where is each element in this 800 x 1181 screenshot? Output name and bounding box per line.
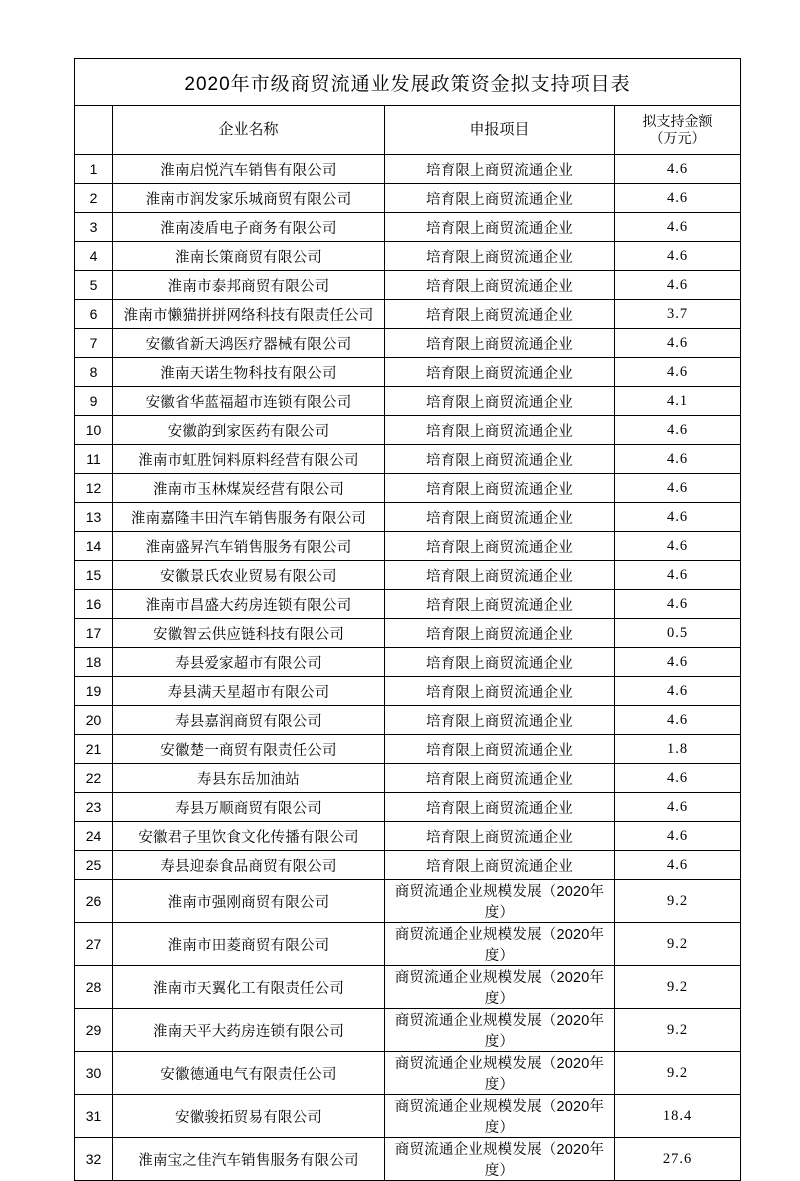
row-index: 14 (75, 532, 113, 561)
table-row (75, 923, 741, 966)
row-amount: 4.6 (615, 445, 741, 474)
row-amount: 27.6 (615, 1138, 741, 1181)
row-amount: 3.7 (615, 300, 741, 329)
row-amount: 4.6 (615, 706, 741, 735)
row-company-name: 淮南宝之佳汽车销售服务有限公司 (113, 1138, 385, 1181)
row-project: 培育限上商贸流通企业 (385, 242, 615, 271)
row-project: 培育限上商贸流通企业 (385, 184, 615, 213)
row-index: 22 (75, 764, 113, 793)
table-row (75, 474, 741, 503)
row-project: 培育限上商贸流通企业 (385, 677, 615, 706)
row-amount: 4.6 (615, 155, 741, 184)
row-project: 培育限上商贸流通企业 (385, 155, 615, 184)
row-project: 商贸流通企业规模发展（2020年度） (385, 1138, 615, 1181)
row-amount: 9.2 (615, 1009, 741, 1052)
column-header-row (75, 106, 741, 155)
table-body (75, 155, 741, 1181)
table-row (75, 966, 741, 1009)
table-row (75, 213, 741, 242)
row-company-name: 安徽智云供应链科技有限公司 (113, 619, 385, 648)
column-header-project: 申报项目 (385, 106, 615, 155)
row-project: 培育限上商贸流通企业 (385, 532, 615, 561)
row-company-name: 淮南长策商贸有限公司 (113, 242, 385, 271)
row-company-name: 寿县迎泰食品商贸有限公司 (113, 851, 385, 880)
row-amount: 4.6 (615, 764, 741, 793)
table-row (75, 851, 741, 880)
row-company-name: 安徽韵到家医药有限公司 (113, 416, 385, 445)
row-project: 培育限上商贸流通企业 (385, 416, 615, 445)
row-index: 18 (75, 648, 113, 677)
row-project: 培育限上商贸流通企业 (385, 474, 615, 503)
row-project: 培育限上商贸流通企业 (385, 706, 615, 735)
row-amount: 4.6 (615, 213, 741, 242)
row-index: 25 (75, 851, 113, 880)
row-amount: 4.6 (615, 329, 741, 358)
row-project: 培育限上商贸流通企业 (385, 648, 615, 677)
row-project: 商贸流通企业规模发展（2020年度） (385, 1052, 615, 1095)
table-row (75, 648, 741, 677)
row-company-name: 淮南天诺生物科技有限公司 (113, 358, 385, 387)
column-header-index (75, 106, 113, 155)
table-row (75, 561, 741, 590)
row-index: 10 (75, 416, 113, 445)
row-project: 培育限上商贸流通企业 (385, 329, 615, 358)
row-company-name: 淮南市虹胜饲料原料经营有限公司 (113, 445, 385, 474)
table-row (75, 155, 741, 184)
row-company-name: 淮南市强刚商贸有限公司 (113, 880, 385, 923)
row-amount: 4.6 (615, 793, 741, 822)
row-project: 培育限上商贸流通企业 (385, 561, 615, 590)
row-amount: 4.6 (615, 851, 741, 880)
row-project: 培育限上商贸流通企业 (385, 387, 615, 416)
row-company-name: 淮南市润发家乐城商贸有限公司 (113, 184, 385, 213)
row-index: 8 (75, 358, 113, 387)
table-row (75, 271, 741, 300)
row-amount: 4.6 (615, 358, 741, 387)
row-company-name: 寿县万顺商贸有限公司 (113, 793, 385, 822)
title-row (75, 59, 741, 106)
row-index: 15 (75, 561, 113, 590)
row-amount: 9.2 (615, 966, 741, 1009)
row-index: 5 (75, 271, 113, 300)
table-row (75, 329, 741, 358)
row-company-name: 淮南凌盾电子商务有限公司 (113, 213, 385, 242)
row-index: 12 (75, 474, 113, 503)
row-project: 培育限上商贸流通企业 (385, 503, 615, 532)
row-amount: 9.2 (615, 880, 741, 923)
row-project: 培育限上商贸流通企业 (385, 445, 615, 474)
row-company-name: 安徽楚一商贸有限责任公司 (113, 735, 385, 764)
row-company-name: 淮南天平大药房连锁有限公司 (113, 1009, 385, 1052)
table-row (75, 822, 741, 851)
row-amount: 4.6 (615, 416, 741, 445)
table-row (75, 503, 741, 532)
table-row (75, 358, 741, 387)
row-company-name: 淮南市泰邦商贸有限公司 (113, 271, 385, 300)
row-project: 培育限上商贸流通企业 (385, 822, 615, 851)
column-header-amount (615, 106, 741, 155)
row-project: 商贸流通企业规模发展（2020年度） (385, 1009, 615, 1052)
column-header-amount-line2: （万元） (649, 130, 706, 146)
table-row (75, 677, 741, 706)
row-index: 7 (75, 329, 113, 358)
row-index: 9 (75, 387, 113, 416)
row-index: 16 (75, 590, 113, 619)
row-amount: 4.6 (615, 503, 741, 532)
row-index: 32 (75, 1138, 113, 1181)
row-project: 培育限上商贸流通企业 (385, 300, 615, 329)
row-index: 29 (75, 1009, 113, 1052)
row-index: 4 (75, 242, 113, 271)
row-project: 培育限上商贸流通企业 (385, 619, 615, 648)
table-row (75, 445, 741, 474)
page-title: 2020年市级商贸流通业发展政策资金拟支持项目表 (75, 59, 741, 106)
project-support-table (74, 58, 741, 1181)
row-company-name: 淮南市昌盛大药房连锁有限公司 (113, 590, 385, 619)
row-index: 28 (75, 966, 113, 1009)
row-project: 培育限上商贸流通企业 (385, 358, 615, 387)
row-amount: 9.2 (615, 1052, 741, 1095)
row-index: 1 (75, 155, 113, 184)
row-project: 培育限上商贸流通企业 (385, 735, 615, 764)
row-index: 23 (75, 793, 113, 822)
row-company-name: 安徽省华蓝福超市连锁有限公司 (113, 387, 385, 416)
table-row (75, 880, 741, 923)
column-header-company: 企业名称 (113, 106, 385, 155)
row-company-name: 淮南启悦汽车销售有限公司 (113, 155, 385, 184)
row-project: 商贸流通企业规模发展（2020年度） (385, 923, 615, 966)
row-company-name: 寿县满天星超市有限公司 (113, 677, 385, 706)
row-project: 培育限上商贸流通企业 (385, 851, 615, 880)
row-amount: 4.6 (615, 474, 741, 503)
table-row (75, 590, 741, 619)
row-project: 培育限上商贸流通企业 (385, 590, 615, 619)
row-amount: 4.6 (615, 532, 741, 561)
row-index: 20 (75, 706, 113, 735)
row-amount: 18.4 (615, 1095, 741, 1138)
row-company-name: 安徽省新天鸿医疗器械有限公司 (113, 329, 385, 358)
table-header (75, 59, 741, 155)
row-company-name: 寿县嘉润商贸有限公司 (113, 706, 385, 735)
row-amount: 4.6 (615, 677, 741, 706)
table-row (75, 706, 741, 735)
row-amount: 4.6 (615, 561, 741, 590)
table-row (75, 416, 741, 445)
row-amount: 9.2 (615, 923, 741, 966)
row-amount: 4.6 (615, 648, 741, 677)
row-company-name: 淮南盛昇汽车销售服务有限公司 (113, 532, 385, 561)
row-project: 培育限上商贸流通企业 (385, 793, 615, 822)
row-company-name: 淮南嘉隆丰田汽车销售服务有限公司 (113, 503, 385, 532)
row-company-name: 安徽景氏农业贸易有限公司 (113, 561, 385, 590)
row-index: 26 (75, 880, 113, 923)
row-project: 培育限上商贸流通企业 (385, 764, 615, 793)
row-index: 27 (75, 923, 113, 966)
table-row (75, 1052, 741, 1095)
table-row (75, 242, 741, 271)
row-index: 21 (75, 735, 113, 764)
row-index: 11 (75, 445, 113, 474)
table-row (75, 184, 741, 213)
table-row (75, 387, 741, 416)
row-company-name: 淮南市懒猫拼拼网络科技有限责任公司 (113, 300, 385, 329)
row-index: 13 (75, 503, 113, 532)
row-project: 商贸流通企业规模发展（2020年度） (385, 966, 615, 1009)
row-index: 17 (75, 619, 113, 648)
row-project: 培育限上商贸流通企业 (385, 271, 615, 300)
table-row (75, 1095, 741, 1138)
row-company-name: 淮南市天翼化工有限责任公司 (113, 966, 385, 1009)
row-company-name: 淮南市玉林煤炭经营有限公司 (113, 474, 385, 503)
row-amount: 4.6 (615, 184, 741, 213)
table-row (75, 1009, 741, 1052)
row-amount: 4.6 (615, 822, 741, 851)
row-index: 24 (75, 822, 113, 851)
row-amount: 4.1 (615, 387, 741, 416)
row-project: 培育限上商贸流通企业 (385, 213, 615, 242)
row-amount: 1.8 (615, 735, 741, 764)
row-company-name: 安徽君子里饮食文化传播有限公司 (113, 822, 385, 851)
row-company-name: 淮南市田菱商贸有限公司 (113, 923, 385, 966)
row-index: 2 (75, 184, 113, 213)
row-index: 19 (75, 677, 113, 706)
table-row (75, 1138, 741, 1181)
column-header-amount-line1: 拟支持金额 (642, 112, 713, 129)
row-amount: 4.6 (615, 590, 741, 619)
row-index: 3 (75, 213, 113, 242)
table-row (75, 793, 741, 822)
row-company-name: 寿县东岳加油站 (113, 764, 385, 793)
row-company-name: 安徽骏拓贸易有限公司 (113, 1095, 385, 1138)
row-company-name: 寿县爱家超市有限公司 (113, 648, 385, 677)
row-company-name: 安徽德通电气有限责任公司 (113, 1052, 385, 1095)
row-project: 商贸流通企业规模发展（2020年度） (385, 880, 615, 923)
table-row (75, 735, 741, 764)
row-project: 商贸流通企业规模发展（2020年度） (385, 1095, 615, 1138)
row-index: 31 (75, 1095, 113, 1138)
table-row (75, 532, 741, 561)
row-index: 6 (75, 300, 113, 329)
row-amount: 4.6 (615, 271, 741, 300)
row-amount: 4.6 (615, 242, 741, 271)
table-row (75, 300, 741, 329)
table-row (75, 764, 741, 793)
row-amount: 0.5 (615, 619, 741, 648)
table-row (75, 619, 741, 648)
row-index: 30 (75, 1052, 113, 1095)
